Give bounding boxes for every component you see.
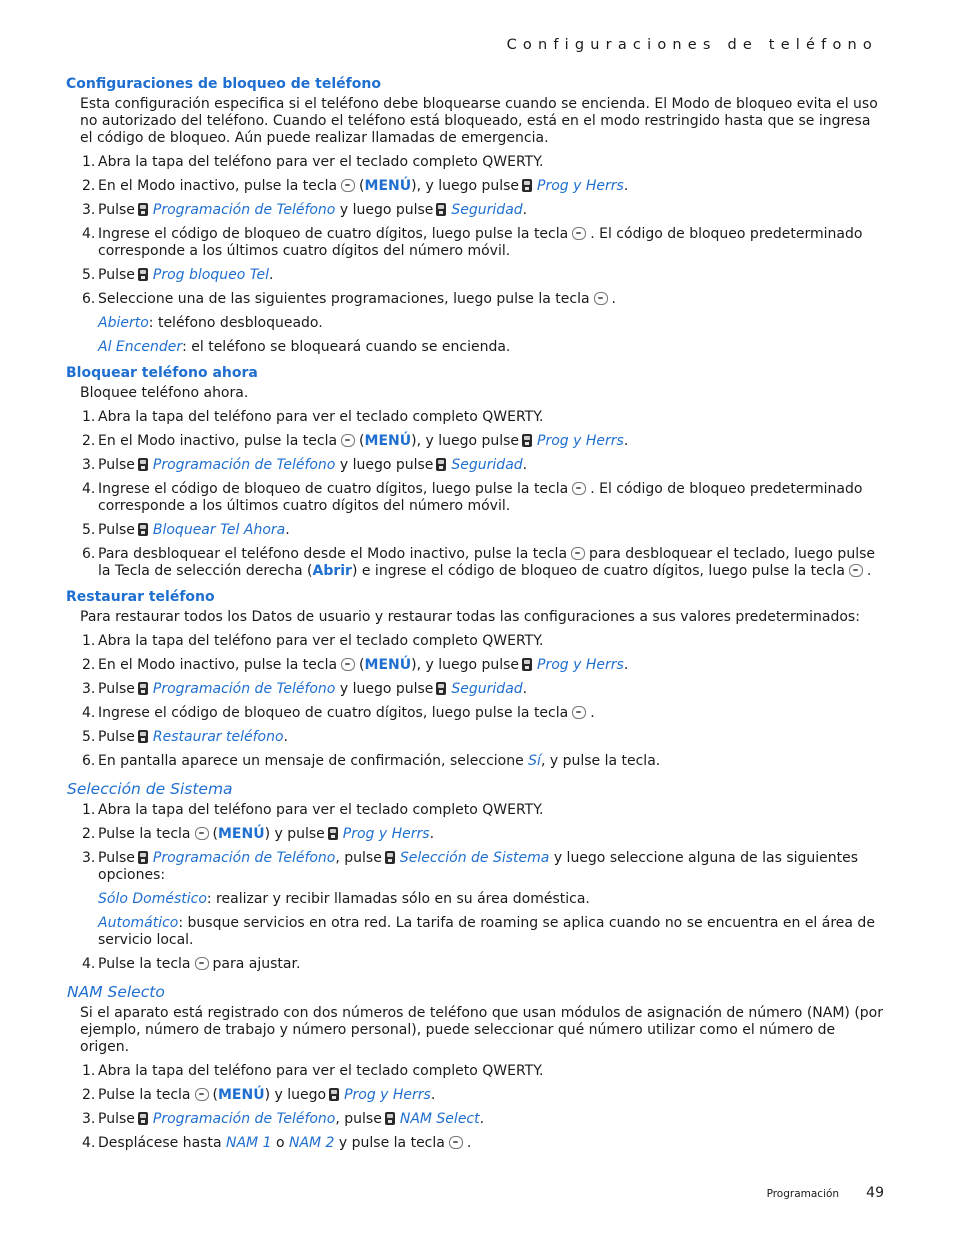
s3-step-1: 1. Abra la tapa del teléfono para ver el teclado completo QWERTY. — [82, 633, 544, 649]
s3-step-2: 2. En el Modo inactivo, pulse la tecla (MENÚ), y luego pulse Prog y Herrs. — [82, 657, 629, 673]
s4-option-automatico: Automático: busque servicios en otra red. La tarifa de roaming se aplica cuando no se encuentra en el área de servicio local. — [98, 915, 875, 948]
heading-bloquear-ahora: Bloquear teléfono ahora — [66, 365, 258, 381]
menu-item-icon — [385, 1112, 395, 1125]
s5-step-2: 2. Pulse la tecla (MENÚ) y luego Prog y Herrs. — [82, 1087, 436, 1103]
heading-restaurar-telefono: Restaurar teléfono — [66, 589, 215, 605]
s1-step-5: 5. Pulse Prog bloqueo Tel. — [82, 267, 274, 283]
menu-item-icon — [385, 851, 395, 864]
s4-option-solo-domestico: Sólo Doméstico: realizar y recibir llamadas sólo en su área doméstica. — [98, 891, 590, 907]
menu-item-icon — [138, 523, 148, 536]
s4-step-3: 3. Pulse Programación de Teléfono, pulse Selección de Sistema y luego seleccione alguna de las siguientes opciones: — [82, 850, 859, 883]
intro-restaurar: Para restaurar todos los Datos de usuario y restaurar todas las configuraciones a sus valores predeterminados: — [80, 609, 860, 625]
s5-step-1: 1. Abra la tapa del teléfono para ver el teclado completo QWERTY. — [82, 1063, 544, 1079]
ok-key-icon — [572, 482, 586, 495]
menu-item-icon — [522, 658, 532, 671]
s5-step-4: 4. Desplácese hasta NAM 1 o NAM 2 y pulse la tecla . — [82, 1135, 472, 1151]
footer-section-name: Programación — [766, 1188, 840, 1200]
menu-item-icon — [328, 827, 338, 840]
running-header: Configuraciones de teléfono — [506, 37, 878, 53]
heading-seleccion-sistema: Selección de Sistema — [67, 780, 233, 798]
s2-step-5: 5. Pulse Bloquear Tel Ahora. — [82, 522, 290, 538]
s2-step-2: 2. En el Modo inactivo, pulse la tecla (MENÚ), y luego pulse Prog y Herrs. — [82, 433, 629, 449]
menu-item-icon — [138, 730, 148, 743]
ok-key-icon — [572, 227, 586, 240]
s1-step-1: 1. Abra la tapa del teléfono para ver el teclado completo QWERTY. — [82, 154, 544, 170]
page-number: 49 — [866, 1185, 884, 1201]
menu-item-icon — [138, 1112, 148, 1125]
s1-step-4: 4. Ingrese el código de bloqueo de cuatro dígitos, luego pulse la tecla . El código de bloqueo predeterminado corresponde a los últimos cuatro dígitos del número móvil. — [82, 226, 863, 259]
ok-key-icon — [195, 957, 209, 970]
ok-key-icon — [341, 658, 355, 671]
ok-key-icon — [849, 564, 863, 577]
menu-item-icon — [138, 851, 148, 864]
s1-step-3: 3. Pulse Programación de Teléfono y luego pulse Seguridad. — [82, 202, 528, 218]
s3-step-4: 4. Ingrese el código de bloqueo de cuatro dígitos, luego pulse la tecla . — [82, 705, 595, 721]
menu-item-icon — [138, 458, 148, 471]
menu-item-icon — [522, 434, 532, 447]
menu-item-icon — [436, 203, 446, 216]
menu-item-icon — [329, 1088, 339, 1101]
s2-step-6: 6. Para desbloquear el teléfono desde el Modo inactivo, pulse la tecla para desbloquear el teclado, luego pulse la Tecla de selección derecha (Abrir) e ingrese el código de bloqueo de cuatro dígitos, luego pulse la tecla . — [82, 546, 875, 579]
ok-key-icon — [195, 1088, 209, 1101]
menu-item-icon — [436, 458, 446, 471]
ok-key-icon — [449, 1136, 463, 1149]
menu-item-icon — [522, 179, 532, 192]
intro-bloqueo: Esta configuración especifica si el teléfono debe bloquearse cuando se encienda. El Modo de bloqueo evita el uso no autorizado del teléfono. Cuando el teléfono está bloqueado, está en el modo restringido hasta que se ingresa el código de bloqueo. Aún puede realizar llamadas de emergencia. — [80, 96, 878, 146]
s4-step-2: 2. Pulse la tecla (MENÚ) y pulse Prog y Herrs. — [82, 826, 435, 842]
s3-step-5: 5. Pulse Restaurar teléfono. — [82, 729, 288, 745]
ok-key-icon — [195, 827, 209, 840]
ok-key-icon — [341, 434, 355, 447]
s1-step-2: 2. En el Modo inactivo, pulse la tecla (MENÚ), y luego pulse Prog y Herrs. — [82, 178, 629, 194]
page-content — [66, 74, 884, 1159]
s2-step-1: 1. Abra la tapa del teléfono para ver el teclado completo QWERTY. — [82, 409, 544, 425]
s2-step-3: 3. Pulse Programación de Teléfono y luego pulse Seguridad. — [82, 457, 528, 473]
s1-option-al-encender: Al Encender: el teléfono se bloqueará cuando se encienda. — [98, 339, 511, 355]
menu-item-icon — [138, 203, 148, 216]
ok-key-icon — [341, 179, 355, 192]
menu-item-icon — [436, 682, 446, 695]
s1-option-abierto: Abierto: teléfono desbloqueado. — [98, 315, 323, 331]
s4-step-4: 4. Pulse la tecla para ajustar. — [82, 956, 301, 972]
menu-item-icon — [138, 682, 148, 695]
ok-key-icon — [594, 292, 608, 305]
s5-step-3: 3. Pulse Programación de Teléfono, pulse NAM Select. — [82, 1111, 485, 1127]
page-footer — [767, 1182, 884, 1201]
heading-bloqueo-telefono: Configuraciones de bloqueo de teléfono — [66, 76, 381, 92]
intro-bloquear-ahora: Bloquee teléfono ahora. — [80, 385, 249, 401]
s2-step-4: 4. Ingrese el código de bloqueo de cuatro dígitos, luego pulse la tecla . El código de bloqueo predeterminado corresponde a los últimos cuatro dígitos del número móvil. — [82, 481, 863, 514]
s4-step-1: 1. Abra la tapa del teléfono para ver el teclado completo QWERTY. — [82, 802, 544, 818]
intro-nam: Si el aparato está registrado con dos números de teléfono que usan módulos de asignación de número (NAM) (por ejemplo, número de trabajo y número personal), puede seleccionar qué número utilizar como el número de origen. — [80, 1005, 883, 1055]
heading-nam-selecto: NAM Selecto — [67, 983, 165, 1001]
ok-key-icon — [571, 547, 585, 560]
ok-key-icon — [572, 706, 586, 719]
s3-step-3: 3. Pulse Programación de Teléfono y luego pulse Seguridad. — [82, 681, 528, 697]
s1-step-6: 6. Seleccione una de las siguientes programaciones, luego pulse la tecla . — [82, 291, 616, 307]
s3-step-6: 6. En pantalla aparece un mensaje de confirmación, seleccione Sí, y pulse la tecla. — [82, 753, 661, 769]
menu-item-icon — [138, 268, 148, 281]
